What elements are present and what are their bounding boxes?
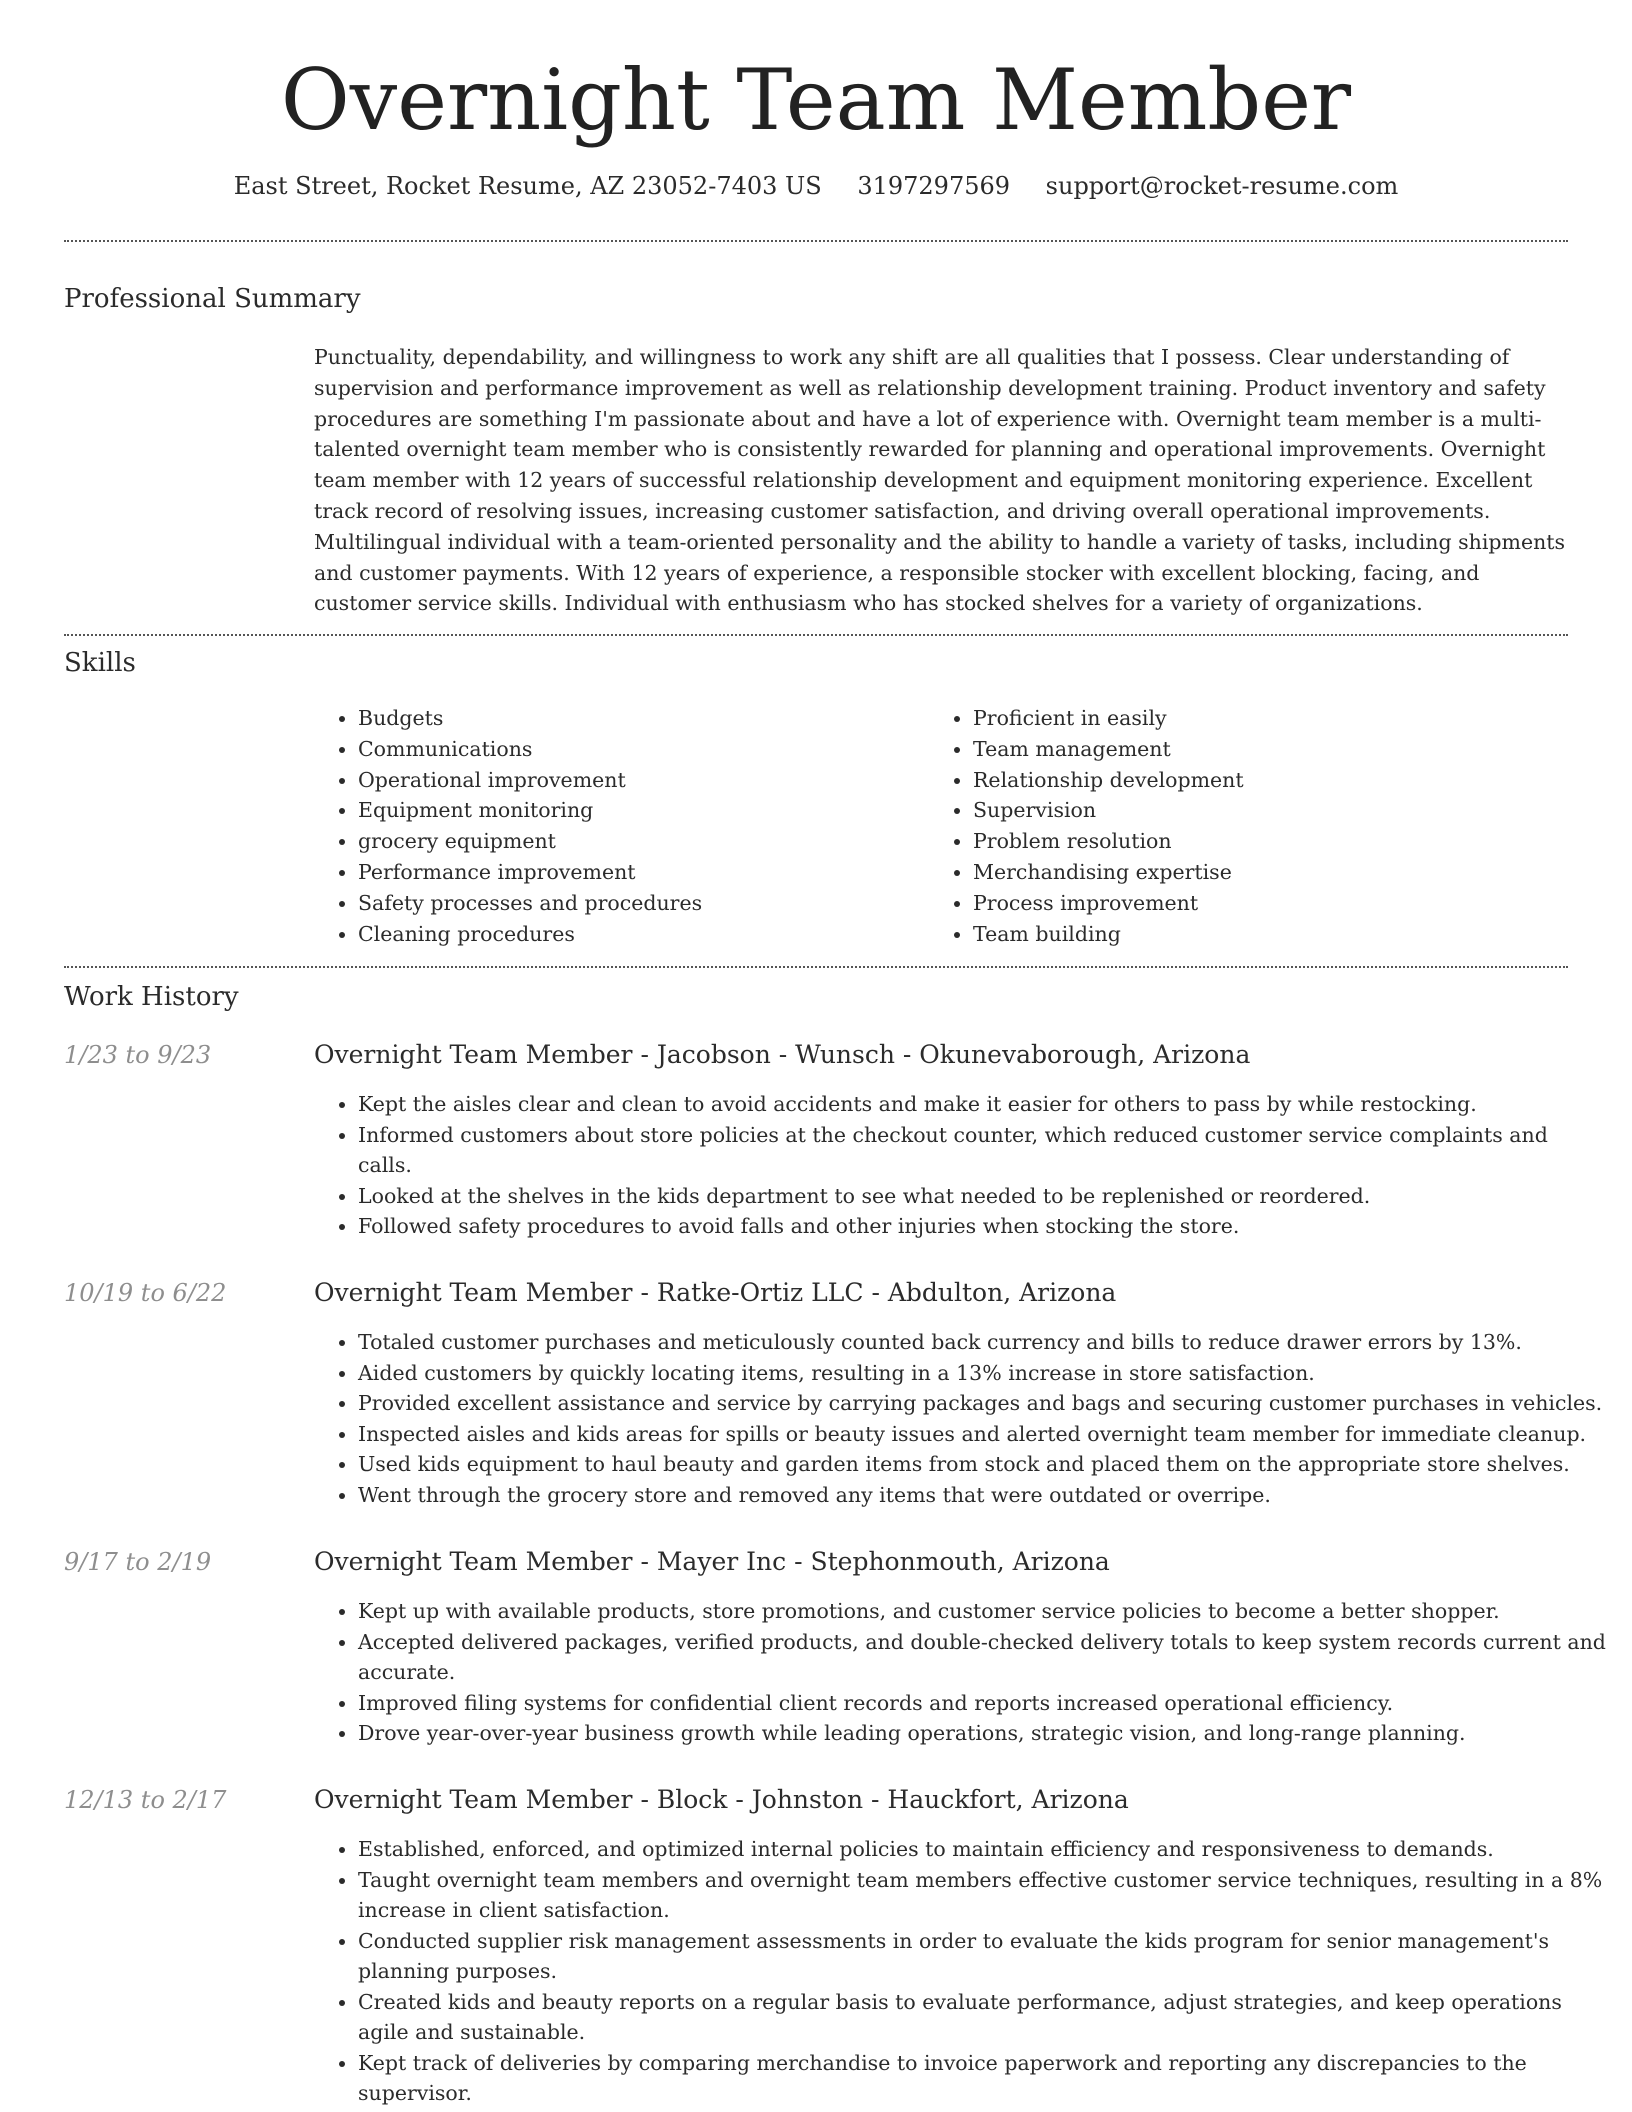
skill-item: • Relationship development xyxy=(973,765,1244,796)
contact-phone: 3197297569 xyxy=(857,172,1011,200)
job-bullet: • Used kids equipment to haul beauty and garden items from stock and placed them on the appropriate store shelves. xyxy=(358,1449,1614,1480)
divider xyxy=(64,634,1568,636)
job-heading: Overnight Team Member - Jacobson - Wunsch - Okunevaborough, Arizona xyxy=(314,1040,1251,1069)
summary-title: Professional Summary xyxy=(64,284,361,314)
job-heading: Overnight Team Member - Mayer Inc - Stephonmouth, Arizona xyxy=(314,1547,1110,1576)
skill-item: • Cleaning procedures xyxy=(358,919,702,950)
job-bullets xyxy=(314,1834,1614,2109)
job-dates: 10/19 to 6/22 xyxy=(64,1279,227,1307)
skills-title: Skills xyxy=(64,648,136,678)
job-bullet: • Created kids and beauty reports on a regular basis to evaluate performance, adjust strategies, and keep operations agile and sustainable. xyxy=(358,1987,1614,2048)
work-history-title: Work History xyxy=(64,982,239,1012)
skill-item: • grocery equipment xyxy=(358,826,702,857)
skill-item: • Merchandising expertise xyxy=(973,857,1244,888)
contact-address: East Street, Rocket Resume, AZ 23052-7403 US xyxy=(233,172,822,200)
job-bullet: • Drove year-over-year business growth while leading operations, strategic vision, and long-range planning. xyxy=(358,1718,1614,1749)
skill-item: • Communications xyxy=(358,734,702,765)
skill-item: • Budgets xyxy=(358,703,702,734)
job-bullet: • Totaled customer purchases and meticulously counted back currency and bills to reduce drawer errors by 13%. xyxy=(358,1327,1614,1358)
job-heading: Overnight Team Member - Ratke-Ortiz LLC - Abdulton, Arizona xyxy=(314,1278,1117,1307)
job-dates: 12/13 to 2/17 xyxy=(64,1786,227,1814)
skill-item: • Supervision xyxy=(973,795,1244,826)
job-bullet: • Looked at the shelves in the kids department to see what needed to be replenished or reordered. xyxy=(358,1181,1614,1212)
job-heading: Overnight Team Member - Block - Johnston - Hauckfort, Arizona xyxy=(314,1785,1129,1814)
job-bullet: • Kept the aisles clear and clean to avoid accidents and make it easier for others to pass by while restocking. xyxy=(358,1089,1614,1120)
job-bullet: • Established, enforced, and optimized internal policies to maintain efficiency and responsiveness to demands. xyxy=(358,1834,1614,1865)
job-bullet: • Accepted delivered packages, verified products, and double-checked delivery totals to keep system records current and accurate. xyxy=(358,1627,1614,1688)
summary-text: Punctuality, dependability, and willingness to work any shift are all qualities that I possess. Clear understanding of supervision and performance improvement as well as relationship development training. Product inventory and safety procedures are something I'm passionate about and have a lot of experience with. Overnight team member is a multi-talented overnight team member who is consistently rewarded for planning and operational improvements. Overnight team member with 12 years of successful relationship development and equipment monitoring experience. Excellent track record of resolving issues, increasing customer satisfaction, and driving overall operational improvements. Multilingual individual with a team-oriented personality and the ability to handle a variety of tasks, including shipments and customer payments. With 12 years of experience, a responsible stocker with excellent blocking, facing, and customer service skills. Individual with enthusiasm who has stocked shelves for a variety of organizations. xyxy=(314,345,1566,616)
skills-list-left xyxy=(314,703,702,949)
skill-item: • Team management xyxy=(973,734,1244,765)
job-bullet: • Provided excellent assistance and service by carrying packages and bags and securing customer purchases in vehicles. xyxy=(358,1388,1614,1419)
contact-email: support@rocket-resume.com xyxy=(1045,172,1399,200)
resume-name: Overnight Team Member xyxy=(280,51,1352,149)
divider xyxy=(64,966,1568,968)
job-bullets xyxy=(314,1089,1614,1242)
job-bullet: • Informed customers about store policies at the checkout counter, which reduced customer service complaints and calls. xyxy=(358,1120,1614,1181)
skill-item: • Operational improvement xyxy=(358,765,702,796)
job-bullet: • Taught overnight team members and overnight team members effective customer service techniques, resulting in a 8% increase in client satisfaction. xyxy=(358,1865,1614,1926)
job-bullets xyxy=(314,1327,1614,1510)
skill-item: • Proficient in easily xyxy=(973,703,1244,734)
job-bullet: • Followed safety procedures to avoid falls and other injuries when stocking the store. xyxy=(358,1211,1614,1242)
job-dates: 1/23 to 9/23 xyxy=(64,1041,212,1069)
skill-item: • Process improvement xyxy=(973,888,1244,919)
job-bullet: • Went through the grocery store and removed any items that were outdated or overripe. xyxy=(358,1480,1614,1511)
job-bullets xyxy=(314,1596,1614,1749)
skill-item: • Safety processes and procedures xyxy=(358,888,702,919)
skill-item: • Performance improvement xyxy=(358,857,702,888)
job-bullet: • Kept track of deliveries by comparing merchandise to invoice paperwork and reporting any discrepancies to the supervisor. xyxy=(358,2048,1614,2109)
skills-list-right xyxy=(929,703,1244,949)
contact-line xyxy=(0,170,1632,202)
job-bullet: • Conducted supplier risk management assessments in order to evaluate the kids program for senior management's planning purposes. xyxy=(358,1926,1614,1987)
skill-item: • Equipment monitoring xyxy=(358,795,702,826)
skill-item: • Team building xyxy=(973,919,1244,950)
job-bullet: • Aided customers by quickly locating items, resulting in a 13% increase in store satisfaction. xyxy=(358,1358,1614,1389)
job-bullet: • Inspected aisles and kids areas for spills or beauty issues and alerted overnight team member for immediate cleanup. xyxy=(358,1419,1614,1450)
job-dates: 9/17 to 2/19 xyxy=(64,1548,212,1576)
job-bullet: • Improved filing systems for confidential client records and reports increased operational efficiency. xyxy=(358,1688,1614,1719)
skill-item: • Problem resolution xyxy=(973,826,1244,857)
job-bullet: • Kept up with available products, store promotions, and customer service policies to become a better shopper. xyxy=(358,1596,1614,1627)
divider xyxy=(64,240,1568,242)
